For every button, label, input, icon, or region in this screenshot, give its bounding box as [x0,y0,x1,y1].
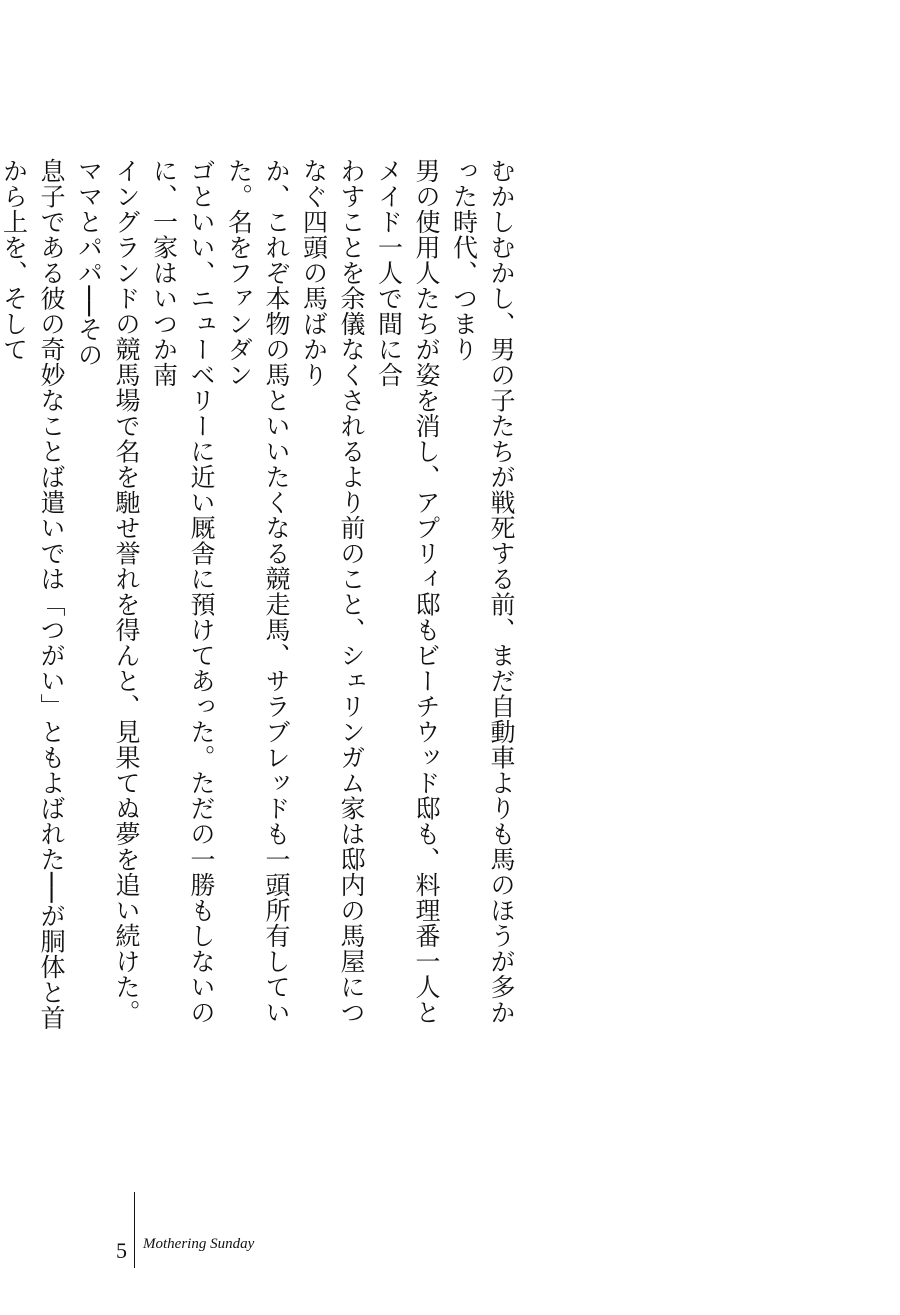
text-line: 男の使用人たちが姿を消し、アプリィ邸もビーチウッド邸も、料理番一人とメイド一人で間に合 [374,158,441,1025]
vertical-text-block [0,158,520,1038]
footer-divider [134,1192,135,1268]
text-line: 息子である彼の奇妙なことば遣いでは「つがい」ともよばれた──が胴体と首から上を、そして [0,158,66,1031]
text-line: ゴといい、ニューベリーに近い厩舎に預けてあった。ただの一勝もしないのに、一家はいつか南 [149,158,216,1025]
text-line: わすことを余儀なくされるより前のこと、シェリンガム家は邸内の馬屋につなぐ四頭の馬ばかり [299,158,366,1025]
text-line: か、これぞ本物の馬といいたくなる競走馬、サラブレッドも一頭所有していた。名をファンダン [224,158,291,1025]
text-line: イングランドの競馬場で名を馳せ誉れを得んと、見果てぬ夢を追い続けた。ママとパパ──その [74,158,141,1025]
text-line: むかしむかし、男の子たちが戦死する前、まだ自動車よりも馬のほうが多かった時代、つまり [449,158,516,1025]
page-number: 5 [116,1238,127,1263]
running-title: Mothering Sunday [143,1236,255,1252]
